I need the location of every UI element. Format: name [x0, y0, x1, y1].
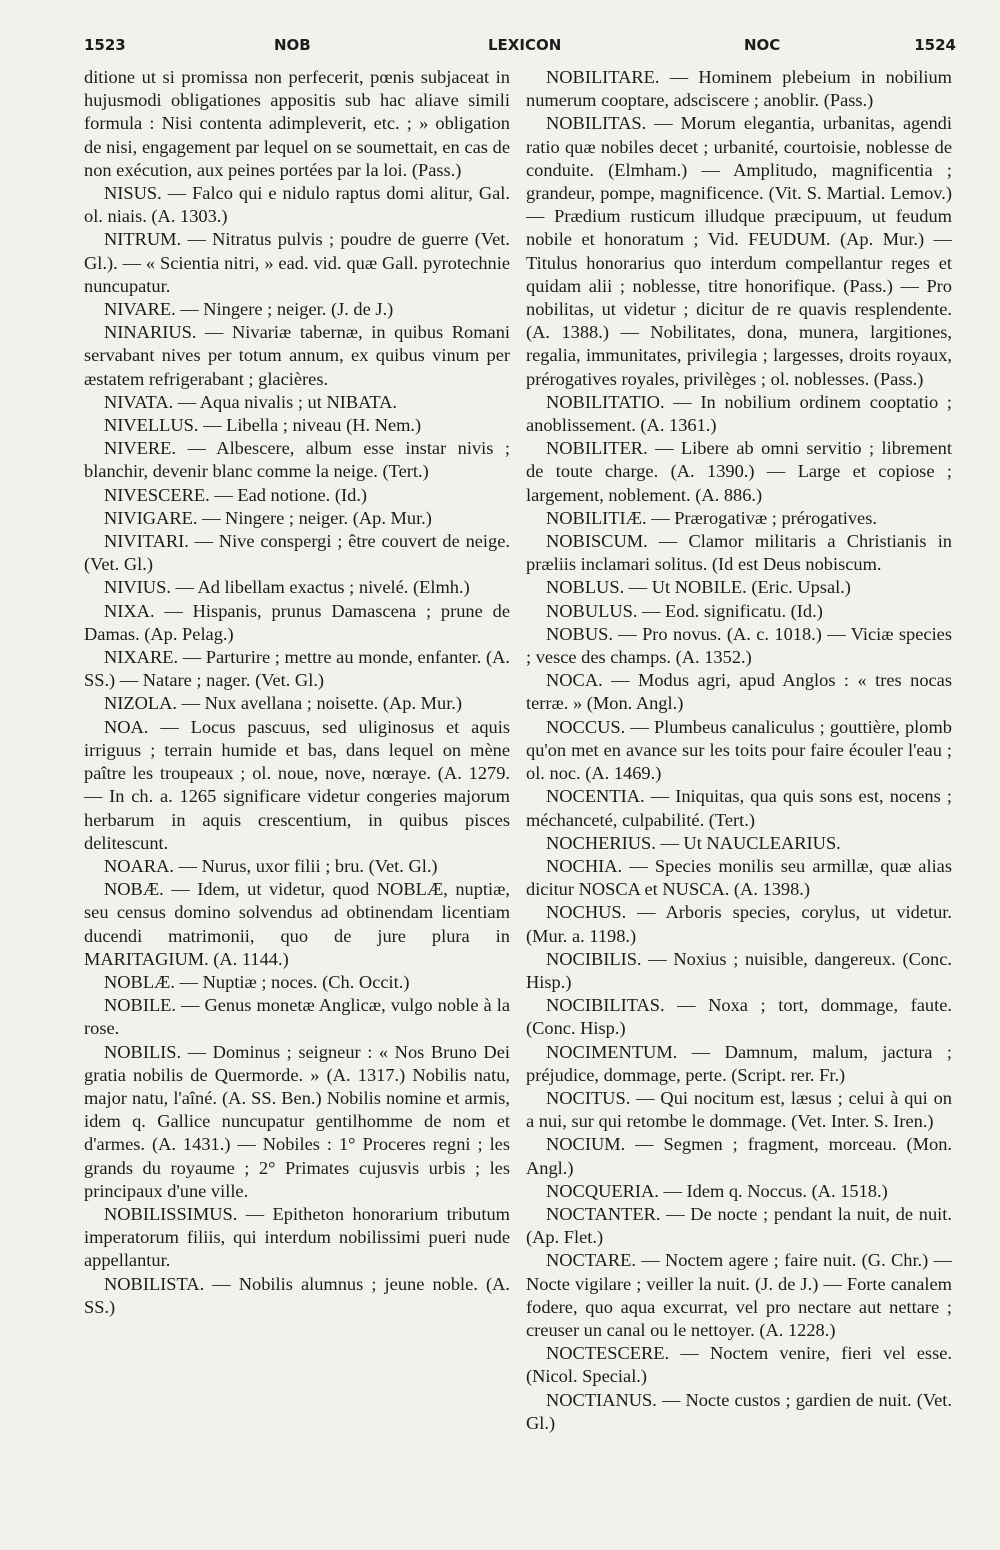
entry: NIXA. — Hispanis, prunus Damascena ; prune de Damas. (Ap. Pelag.) — [84, 600, 510, 644]
entry: NOBILITATIO. — In nobilium ordinem cooptatio ; anoblissement. (A. 1361.) — [526, 391, 952, 436]
entry: NOBILIS. — Dominus ; seigneur : « Nos Bruno Dei gratia nobilis de Quermorde. » (A. 1317.) Nobilis natu, major natu, l'aîné. (A. SS. Ben.) Nobilis nomine et armis, idem q. Gallice nuncupatur gentilhomme de nom et d'armes. (A. 1431.) — Nobiles : 1° Proceres regni ; les grands du royaume ; 2° Primates cujusvis urbis ; les principaux d'une ville. — [84, 1041, 510, 1201]
entry: NOA. — Locus pascuus, sed uliginosus et aquis irriguus ; terrain humide et bas, dans lequel on mène paître les troupeaux ; ol. noue, nove, nœraye. (A. 1279. — In ch. a. 1265 significare videtur congeries majorum herbarum in aquis crescentium, in quibus pisces delitescunt. — [84, 716, 510, 853]
right-guide-word: NOC — [744, 36, 781, 54]
entry: NOBLUS. — Ut NOBILE. (Eric. Upsal.) — [546, 577, 851, 598]
entry: NOCHUS. — Arboris species, corylus, ut videtur. (Mur. a. 1198.) — [526, 902, 952, 946]
running-title: LEXICON — [488, 36, 562, 54]
entry: NOCIMENTUM. — Damnum, malum, jactura ; préjudice, dommage, perte. (Script. rer. Fr.) — [526, 1041, 952, 1085]
left-column — [84, 66, 510, 1319]
right-page-number: 1524 — [914, 36, 956, 54]
entry: NIVESCERE. — Ead notione. (Id.) — [104, 484, 368, 505]
entry: NIVELLUS. — Libella ; niveau (H. Nem.) — [104, 415, 422, 436]
entry: NOCTIANUS. — Nocte custos ; gardien de nuit. (Vet. Gl.) — [526, 1389, 952, 1433]
page-header — [84, 32, 956, 60]
entry: NIVARE. — Ningere ; neiger. (J. de J.) — [104, 299, 394, 320]
entry: NOCIUM. — Segmen ; fragment, morceau. (Mon. Angl.) — [526, 1134, 952, 1178]
entry: NOBÆ. — Idem, ut videtur, quod NOBLÆ, nuptiæ, seu census domino solvendus ad obtinendam licentiam ducendi matrimonii, quo de jure plura in MARITAGIUM. (A. 1144.) — [84, 879, 510, 969]
entry: NOCHERIUS. — Ut NAUCLEARIUS. — [546, 832, 841, 853]
entry: NINARIUS. — Nivariæ tabernæ, in quibus Romani servabant nives per totum annum, ex quibus vinum per æstatem refrigerabant ; glacières. — [84, 322, 510, 389]
entry: NOCIBILIS. — Noxius ; nuisible, dangereux. (Conc. Hisp.) — [526, 948, 952, 992]
entry: NIVIUS. — Ad libellam exactus ; nivelé. (Elmh.) — [104, 577, 470, 598]
entry: NOBUS. — Pro novus. (A. c. 1018.) — Viciæ species ; vesce des champs. (A. 1352.) — [526, 623, 952, 668]
entry: NIXARE. — Parturire ; mettre au monde, enfanter. (A. SS.) — Natare ; nager. (Vet. Gl.) — [84, 647, 510, 691]
entry: NOBULUS. — Eod. significatu. (Id.) — [546, 600, 823, 621]
entry: NOARA. — Nurus, uxor filii ; bru. (Vet. Gl.) — [104, 855, 438, 876]
entry: NOCHIA. — Species monilis seu armillæ, quæ alias dicitur NOSCA et NUSCA. (A. 1398.) — [526, 855, 952, 900]
right-column — [526, 66, 952, 1435]
entry: NOCITUS. — Qui nocitum est, læsus ; celui à qui on a nui, sur qui retombe le dommage. (Vet. Inter. S. Iren.) — [526, 1087, 952, 1132]
entry: NOCTANTER. — De nocte ; pendant la nuit, de nuit. (Ap. Flet.) — [526, 1203, 952, 1248]
left-page-number: 1523 — [84, 36, 126, 54]
entry: NISUS. — Falco qui e nidulo raptus domi alitur, Gal. ol. niais. (A. 1303.) — [84, 183, 510, 227]
entry: ditione ut si promissa non perfecerit, pœnis subjaceat in hujusmodi obligationes appositis sub hac aliave simili formula : Nisi contenta adimpleverit, etc. ; » obligation de nisi, engagement par lequel on se soumettait, en cas de non exécution, aux peines portées par la loi. (Pass.) — [84, 67, 510, 180]
entry: NITRUM. — Nitratus pulvis ; poudre de guerre (Vet. Gl.). — « Scientia nitri, » ead. vid. quæ Gall. pyrotechnie nuncupatur. — [84, 229, 510, 296]
entry: NOBILITIÆ. — Prærogativæ ; prérogatives. — [546, 507, 877, 528]
entry: NOBLÆ. — Nuptiæ ; noces. (Ch. Occit.) — [104, 971, 410, 992]
entry: NOBISCUM. — Clamor militaris a Christianis in præliis inclamari solitus. (Id est Deus nobiscum. — [526, 531, 952, 575]
entry: NOCCUS. — Plumbeus canaliculus ; gouttière, plomb qu'on met en avance sur les toits pour faire écouler l'eau ; ol. noc. (A. 1469.) — [526, 716, 952, 784]
entry: NOCQUERIA. — Idem q. Noccus. (A. 1518.) — [546, 1180, 888, 1201]
entry: NIVERE. — Albescere, album esse instar nivis ; blanchir, devenir blanc comme la neige. (Tert.) — [84, 438, 510, 482]
entry: NOBILISSIMUS. — Epitheton honorarium tributum imperatorum filiis, qui interdum nobilissimi pueri nude appellantur. — [84, 1203, 510, 1271]
entry: NIVITARI. — Nive conspergi ; être couvert de neige. (Vet. Gl.) — [84, 531, 510, 575]
entry: NOCA. — Modus agri, apud Anglos : « tres nocas terræ. » (Mon. Angl.) — [526, 670, 952, 714]
entry: NOCENTIA. — Iniquitas, qua quis sons est, nocens ; méchanceté, culpabilité. (Tert.) — [526, 786, 952, 830]
entry: NOBILISTA. — Nobilis alumnus ; jeune noble. (A. SS.) — [84, 1273, 510, 1317]
entry: NOCTARE. — Noctem agere ; faire nuit. (G. Chr.) — Nocte vigilare ; veiller la nuit. (J. de J.) — Forte canalem fodere, quo aqua excurrat, vel pro nectare aut nettare ; creuser un canal ou le nettoyer. (A. 1228.) — [526, 1250, 952, 1340]
entry: NIVATA. — Aqua nivalis ; ut NIBATA. — [104, 391, 397, 412]
entry: NOCTESCERE. — Noctem venire, fieri vel esse. (Nicol. Special.) — [526, 1343, 952, 1387]
entry: NOBILITARE. — Hominem plebeium in nobilium numerum cooptare, adsciscere ; anoblir. (Pass.) — [526, 67, 952, 111]
entry: NOBILITER. — Libere ab omni servitio ; librement de toute charge. (A. 1390.) — Large et copiose ; largement, noblement. (A. 886.) — [526, 438, 952, 505]
entry: NOCIBILITAS. — Noxa ; tort, dommage, faute. (Conc. Hisp.) — [526, 995, 952, 1039]
left-guide-word: NOB — [274, 36, 311, 54]
entry: NIVIGARE. — Ningere ; neiger. (Ap. Mur.) — [104, 507, 432, 528]
entry: NOBILE. — Genus monetæ Anglicæ, vulgo noble à la rose. — [84, 995, 510, 1039]
entry: NIZOLA. — Nux avellana ; noisette. (Ap. Mur.) — [104, 693, 463, 714]
entry: NOBILITAS. — Morum elegantia, urbanitas, agendi ratio quæ nobiles decet ; urbanité, courtoisie, noblesse de conduite. (Elmham.) — Amplitudo, magnificentia ; grandeur, pompe, magnificence. (Vit. S. Martial. Lemov.) — Prædium rusticum illudque præcipuum, ut feudum nobile et honoratum ; Vid. FEUDUM. (Ap. Mur.) — Titulus honorarius quo interdum compellantur reges et quidam alii ; noblesse, titre honorifique. (Pass.) — Pro nobilitas, ut videtur ; dicitur de re quavis resplendente. (A. 1388.) — Nobilitates, dona, munera, largitiones, regalia, immunitates, privilegia ; largesses, droits royaux, prérogatives royales, privilèges ; ol. noblesses. (Pass.) — [526, 113, 952, 389]
